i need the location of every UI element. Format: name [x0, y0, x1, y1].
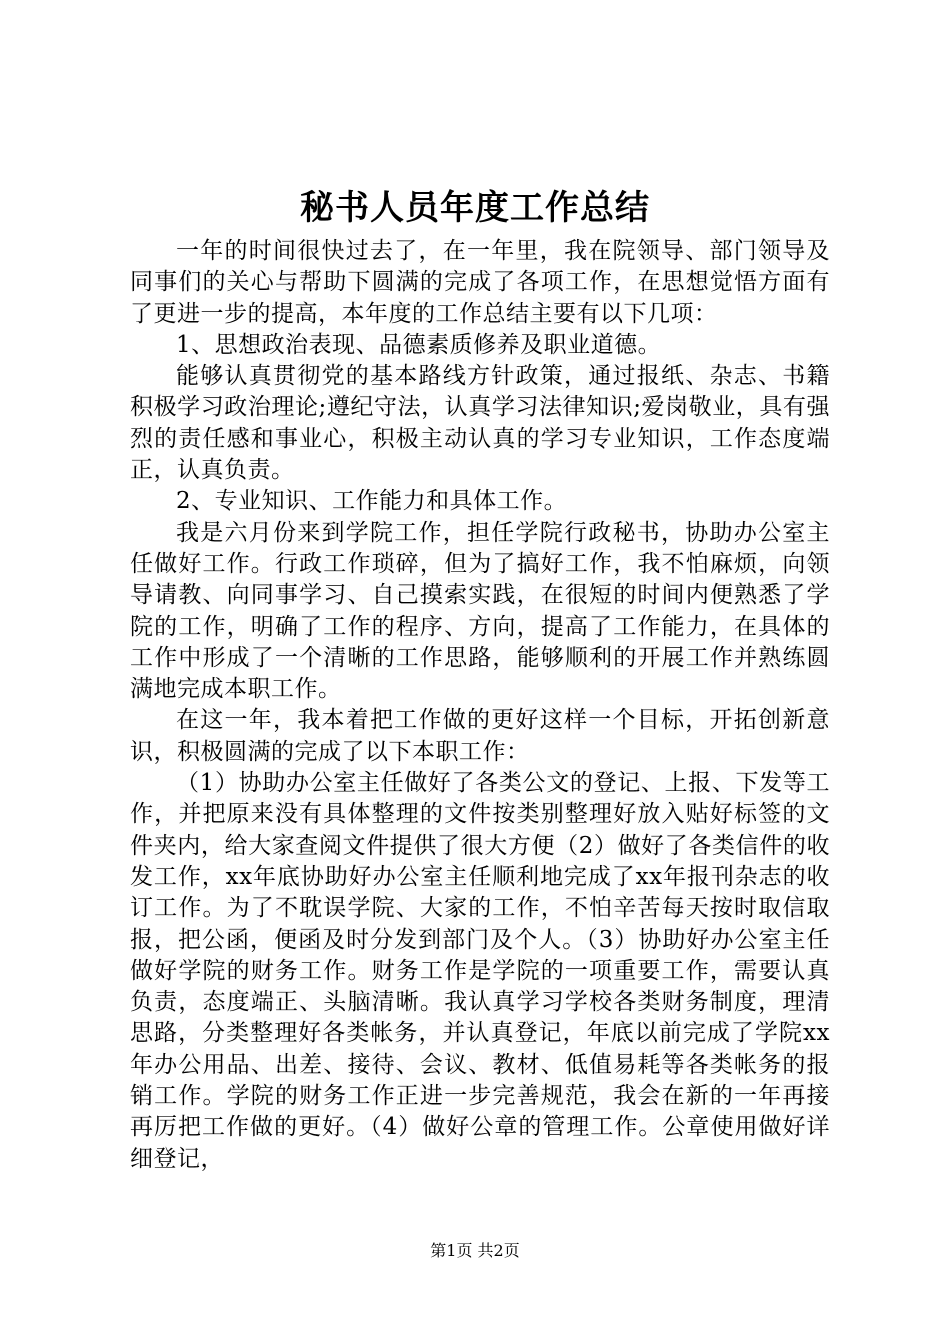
- document-title: 秘书人员年度工作总结: [300, 188, 650, 228]
- document-body: [130, 236, 830, 1175]
- paragraph-work-start: 我是六月份来到学院工作，担任学院行政秘书，协助办公室主任做好工作。行政工作琐碎，但为了搞好工作，我不怕麻烦，向领导请教、向同事学习、自己摸索实践，在很短的时间内便熟悉了学院的工作，明确了工作的程序、方向，提高了工作能力，在具体的工作中形成了一个清晰的工作思路，能够顺利的开展工作并熟练圆满地完成本职工作。: [130, 519, 830, 703]
- paragraph-goal: 在这一年，我本着把工作做的更好这样一个目标，开拓创新意识，积极圆满的完成了以下本职工作：: [130, 707, 830, 765]
- paragraph-intro: 一年的时间很快过去了，在一年里，我在院领导、部门领导及同事们的关心与帮助下圆满的完成了各项工作，在思想觉悟方面有了更进一步的提高，本年度的工作总结主要有以下几项：: [130, 238, 830, 327]
- paragraph-heading-2: 2、专业知识、工作能力和具体工作。: [176, 488, 568, 515]
- paragraph-duties: （1）协助办公室主任做好了各类公文的登记、上报、下发等工作，并把原来没有具体整理的文件按类别整理好放入贴好标签的文件夹内，给大家查阅文件提供了很大方便（2）做好了各类信件的收发工作，xx年底协助好办公室主任顺利地完成了xx年报刊杂志的收订工作。为了不耽误学院、大家的工作，不怕辛苦每天按时取信取报，把公函，便函及时分发到部门及个人。（3）协助好办公室主任做好学院的财务工作。财务工作是学院的一项重要工作，需要认真负责，态度端正、头脑清晰。我认真学习学校各类财务制度，理清思路，分类整理好各类帐务，并认真登记，年底以前完成了学院xx年办公用品、出差、接待、会议、教材、低值易耗等各类帐务的报销工作。学院的财务工作正进一步完善规范，我会在新的一年再接再厉把工作做的更好。（4）做好公章的管理工作。公章使用做好详细登记，: [130, 770, 830, 1172]
- paragraph-ethics: 能够认真贯彻党的基本路线方针政策，通过报纸、杂志、书籍积极学习政治理论;遵纪守法，认真学习法律知识;爱岗敬业，具有强烈的责任感和事业心，积极主动认真的学习专业知识，工作态度端正，认真负责。: [130, 363, 830, 484]
- paragraph-heading-1: 1、思想政治表现、品德素质修养及职业道德。: [176, 331, 662, 358]
- page-footer: 第1页 共2页: [430, 1241, 520, 1260]
